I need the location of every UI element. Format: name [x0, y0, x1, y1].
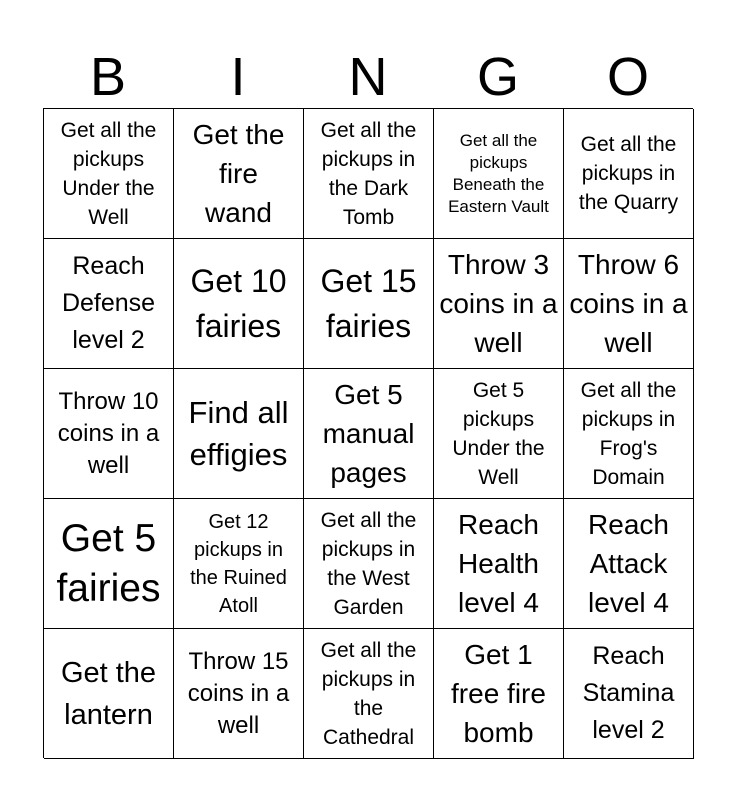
cell-text: Get 12 pickups in the Ruined Atoll	[190, 510, 287, 617]
bingo-cell-r2-c3[interactable]	[304, 239, 434, 369]
header-letter-o: O	[606, 47, 649, 107]
cell-text: Get all the pickups in Frog's Domain	[580, 378, 677, 489]
cell-text: Reach Stamina level 2	[582, 642, 675, 744]
bingo-cell-r2-c4[interactable]	[434, 239, 564, 369]
cell-text: Get all the pickups in the Dark Tomb	[320, 118, 417, 229]
cell-text: Reach Health level 4	[458, 509, 539, 618]
bingo-cell-r4-c4[interactable]	[434, 499, 564, 629]
cell-text: Reach Attack level 4	[588, 509, 669, 618]
header-letter-b: B	[89, 47, 127, 107]
bingo-cell-r1-c1[interactable]	[44, 109, 174, 239]
cell-text: Get all the pickups Under the Well	[60, 118, 157, 229]
bingo-cell-r1-c4[interactable]	[434, 109, 564, 239]
bingo-cell-r4-c5[interactable]	[564, 499, 694, 629]
cell-text: Get 5 fairies	[56, 516, 161, 610]
bingo-cell-r4-c1[interactable]	[44, 499, 174, 629]
bingo-cell-r2-c1[interactable]	[44, 239, 174, 369]
bingo-header	[43, 38, 693, 108]
cell-text: Get all the pickups Beneath the Eastern Vault	[448, 130, 549, 216]
cell-text: Reach Defense level 2	[61, 252, 156, 354]
header-letter-n: N	[348, 47, 388, 107]
bingo-cell-r3-c2[interactable]	[174, 369, 304, 499]
bingo-cell-r5-c1[interactable]	[44, 629, 174, 759]
header-letter-g: G	[476, 47, 519, 107]
cell-text: Get 5 pickups Under the Well	[452, 378, 545, 489]
bingo-cell-r2-c5[interactable]	[564, 239, 694, 369]
bingo-cell-r3-c5[interactable]	[564, 369, 694, 499]
bingo-cell-r3-c4[interactable]	[434, 369, 564, 499]
cell-text: Throw 3 coins in a well	[439, 249, 558, 358]
cell-text: Get 15 fairies	[320, 262, 417, 344]
bingo-cell-r1-c3[interactable]	[304, 109, 434, 239]
cell-text: Throw 15 coins in a well	[187, 647, 290, 739]
bingo-cell-r5-c3[interactable]	[304, 629, 434, 759]
cell-text: Get 5 manual pages	[322, 379, 415, 488]
cell-text: Get all the pickups in the Cathedral	[320, 638, 417, 749]
cell-text: Throw 10 coins in a well	[57, 387, 160, 479]
bingo-cell-r3-c1[interactable]	[44, 369, 174, 499]
bingo-cell-r1-c2[interactable]	[174, 109, 304, 239]
bingo-cell-r1-c5[interactable]	[564, 109, 694, 239]
cell-text: Get all the pickups in the West Garden	[320, 508, 417, 619]
bingo-cell-r2-c2[interactable]	[174, 239, 304, 369]
bingo-board	[43, 108, 693, 758]
cell-text: Find all effigies	[188, 394, 289, 472]
header-letter-i: I	[230, 47, 246, 107]
cell-text: Get the lantern	[60, 656, 157, 731]
cell-text: Get all the pickups in the Quarry	[578, 133, 679, 214]
cell-text: Throw 6 coins in a well	[569, 249, 688, 358]
cell-text: Get 1 free fire bomb	[451, 639, 546, 748]
bingo-cell-r5-c4[interactable]	[434, 629, 564, 759]
cell-text: Get 10 fairies	[190, 262, 287, 344]
bingo-cell-r4-c3[interactable]	[304, 499, 434, 629]
cell-text: Get the fire wand	[192, 119, 285, 228]
bingo-cell-r5-c2[interactable]	[174, 629, 304, 759]
bingo-cell-r3-c3[interactable]	[304, 369, 434, 499]
bingo-cell-r5-c5[interactable]	[564, 629, 694, 759]
bingo-cell-r4-c2[interactable]	[174, 499, 304, 629]
